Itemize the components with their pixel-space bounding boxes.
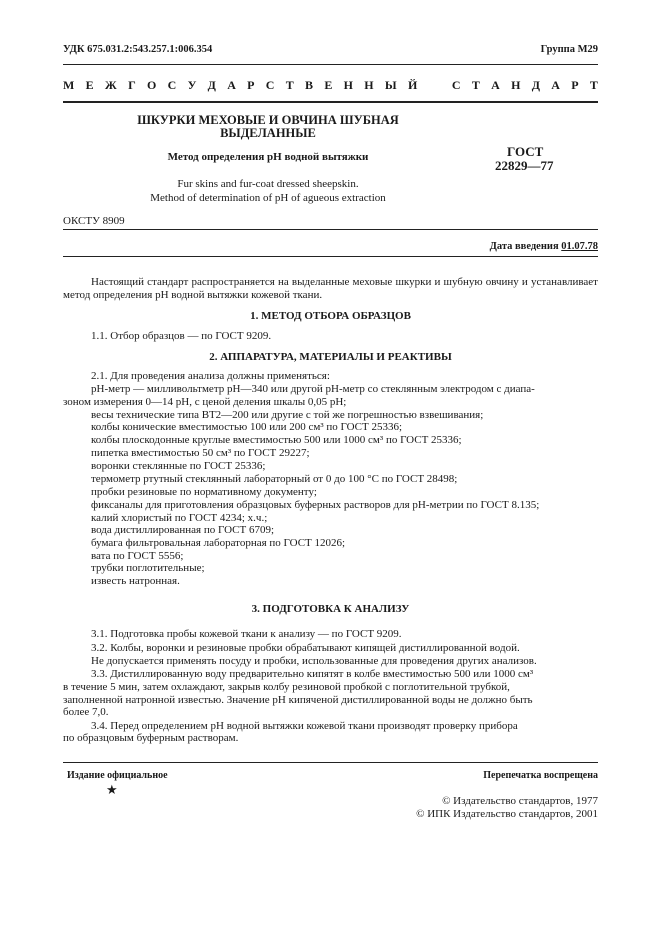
banner-letter: Т (589, 78, 598, 92)
gost-number: 22829—77 (495, 158, 554, 173)
method-title: Метод определения рН водной вытяжки (167, 151, 369, 163)
banner-letter: С (167, 78, 177, 92)
section-2-line: термометр ртутный стеклянный лабораторный от 0 до 100 °С по ГОСТ 28498; (91, 473, 458, 485)
section-2-line: бумага фильтровальная лабораторная по ГОСТ 12026; (91, 537, 346, 549)
group-code: Группа М29 (540, 44, 598, 55)
banner-letter: М (63, 78, 75, 92)
date-rule (63, 256, 598, 257)
english-title (118, 177, 418, 205)
banner-letter: А (491, 78, 500, 92)
section-3-line: 3.4. Перед определением рН водной вытяжки кожевой ткани производят проверку прибора (91, 720, 518, 732)
banner-letter: А (551, 78, 560, 92)
banner-letter: Ы (384, 78, 397, 92)
document-title (118, 114, 418, 140)
banner-letter: Н (364, 78, 374, 92)
intro-date (490, 241, 598, 252)
section-1-heading: 1. МЕТОД ОТБОРА ОБРАЗЦОВ (250, 310, 411, 322)
banner-letter: Г (128, 78, 136, 92)
banner-letter: Р (571, 78, 579, 92)
banner-rule (63, 101, 598, 103)
banner-letter: С (265, 78, 275, 92)
section-2-heading: 2. АППАРАТУРА, МАТЕРИАЛЫ И РЕАКТИВЫ (209, 351, 452, 363)
banner-letter: Д (207, 78, 216, 92)
banner-letter: Т (285, 78, 294, 92)
section-2-line: вода дистиллированная по ГОСТ 6709; (91, 524, 275, 536)
section-2-line: пробки резиновые по нормативному документу; (91, 486, 317, 498)
section-2-line: зоном измерения 0—14 рН, с ценой деления шкалы 0,05 рН; (63, 396, 347, 408)
top-rule (63, 64, 598, 65)
section-2-line: колбы конические вместимостью 100 или 200 см³ по ГОСТ 25336; (91, 421, 403, 433)
banner-letter: Й (407, 78, 418, 92)
reprint-notice: Перепечатка воспрещена (483, 770, 598, 781)
section-2-line: колбы плоскодонные круглые вместимостью 500 или 1000 см³ по ГОСТ 25336; (91, 434, 462, 446)
banner-letter: Р (247, 78, 255, 92)
section-3-line: 3.3. Дистиллированную воду предварительно кипятят в колбе вместимостью 500 или 1000 см³ (91, 668, 534, 680)
copyright-2001: © ИПК Издательство стандартов, 2001 (416, 808, 598, 820)
section-2-line: рН-метр — милливольтметр рН—340 или другой рН-метр со стеклянным электродом с диапа- (91, 383, 535, 395)
standard-banner (63, 78, 598, 93)
gost-block (495, 145, 554, 173)
banner-gap (429, 78, 441, 93)
section-1-paragraph: 1.1. Отбор образцов — по ГОСТ 9209. (91, 330, 272, 342)
banner-letter: О (146, 78, 157, 92)
section-3-line: заполненной натронной известью. Значение рН кипяченой дистиллированной воды не должно быть (63, 694, 533, 706)
intro-paragraph: Настоящий стандарт распространяется на выделанные меховые шкурки и шубную овчину и устанавливает метод определения рН водной вытяжки кожевой ткани. (63, 276, 598, 302)
gost-label: ГОСТ (507, 144, 544, 159)
banner-letter: Ж (104, 78, 117, 92)
section-2-line: пипетка вместимостью 50 см³ по ГОСТ 29227; (91, 447, 310, 459)
section-2-line: вата по ГОСТ 5556; (91, 550, 184, 562)
banner-letter: У (187, 78, 197, 92)
star-icon: ★ (106, 782, 118, 797)
english-title-line-2: Method of determination of pH of agueous extraction (150, 192, 386, 204)
section-2-line: 2.1. Для проведения анализа должны применяться: (91, 370, 330, 382)
banner-letter: Д (531, 78, 540, 92)
copyright-1977: © Издательство стандартов, 1977 (442, 795, 598, 807)
banner-letter: Т (471, 78, 480, 92)
section-3-line: 3.1. Подготовка пробы кожевой ткани к анализу — по ГОСТ 9209. (91, 628, 402, 640)
banner-letter: Н (511, 78, 521, 92)
banner-letter: А (227, 78, 236, 92)
section-3-line: более 7,0. (63, 706, 109, 718)
banner-letter: С (451, 78, 461, 92)
section-3-line: Не допускается применять посуду и пробки, использованные для проведения других анализов. (91, 655, 537, 667)
official-edition: Издание официальное (67, 770, 168, 781)
banner-letter: Е (85, 78, 94, 92)
section-2-line: весы технические типа ВТ2—200 или другие с той же погрешностью взвешивания; (91, 409, 484, 421)
footer-rule (63, 762, 598, 763)
section-2-line: фиксаналы для приготовления образцовых буферных растворов для рН-метрии по ГОСТ 8.135; (91, 499, 540, 511)
title-line-1: ШКУРКИ МЕХОВЫЕ И ОВЧИНА ШУБНАЯ (137, 113, 399, 127)
section-3-line: 3.2. Колбы, воронки и резиновые пробки обрабатывают кипящей дистиллированной водой. (91, 642, 520, 654)
section-2-line: трубки поглотительные; (91, 562, 205, 574)
section-3-heading: 3. ПОДГОТОВКА К АНАЛИЗУ (251, 603, 410, 615)
banner-letter: В (305, 78, 314, 92)
section-2-line: калий хлористый по ГОСТ 4234; х.ч.; (91, 512, 268, 524)
section-2-line: известь натронная. (91, 575, 180, 587)
intro-date-value: 01.07.78 (561, 241, 598, 252)
title-line-2: ВЫДЕЛАННЫЕ (220, 126, 316, 140)
udk-code: УДК 675.031.2:543.257.1:006.354 (63, 44, 213, 55)
english-title-line-1: Fur skins and fur-coat dressed sheepskin. (177, 178, 359, 190)
middle-rule (63, 229, 598, 230)
banner-letter: Е (324, 78, 333, 92)
section-3-line: в течение 5 мин, затем охлаждают, закрыв колбу резиновой пробкой с поглотительной трубкой, (63, 681, 510, 693)
intro-date-label: Дата введения (489, 241, 559, 252)
section-3-line: по образцовым буферным растворам. (63, 732, 239, 744)
oksty-code: ОКСТУ 8909 (63, 215, 125, 227)
section-2-line: воронки стеклянные по ГОСТ 25336; (91, 460, 266, 472)
banner-letter: Н (343, 78, 353, 92)
